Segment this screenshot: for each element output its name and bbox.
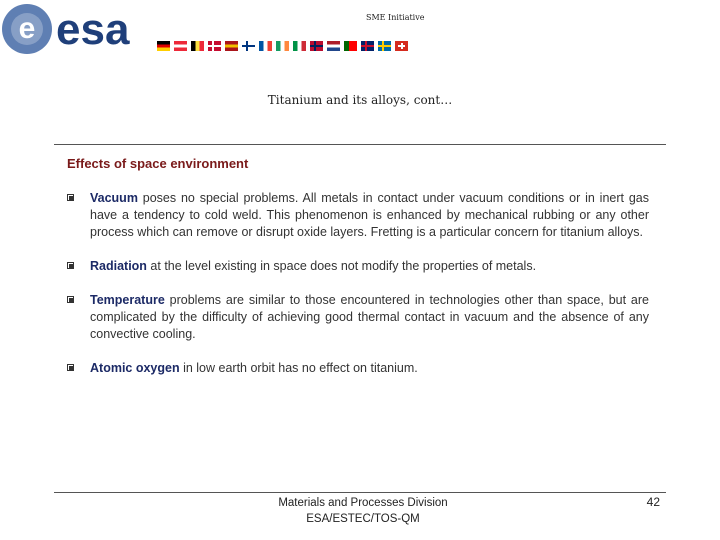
footer <box>0 495 720 527</box>
member-flags <box>157 41 408 51</box>
spain-flag-icon <box>225 41 238 51</box>
logo-text: esa <box>56 5 130 54</box>
svg-text:e: e <box>18 12 36 45</box>
switzerland-flag-icon <box>395 41 408 51</box>
bottom-divider <box>54 492 666 493</box>
bullet-text: in low earth orbit has no effect on titanium. <box>179 361 418 375</box>
bullet-vacuum <box>67 190 649 241</box>
bullet-atomic-oxygen <box>67 360 649 377</box>
ireland-flag-icon <box>276 41 289 51</box>
square-bullet-icon <box>67 262 74 269</box>
bullet-radiation <box>67 258 649 275</box>
sme-initiative-label: SME Initiative <box>366 13 425 22</box>
germany-flag-icon <box>157 41 170 51</box>
belgium-flag-icon <box>191 41 204 51</box>
square-bullet-icon <box>67 194 74 201</box>
esa-logo <box>0 0 160 58</box>
top-divider <box>54 144 666 145</box>
bullet-text: poses no special problems. All metals in contact under vacuum conditions or in inert gas have a tendency to cold weld. This phenomenon is enhanced by mechanical rubbing or any other process which can remove or disrupt oxide layers. Fretting is a particular concern for titanium alloys. <box>90 191 649 239</box>
section-heading: Effects of space environment <box>67 156 249 171</box>
bullet-keyword: Vacuum <box>90 191 138 205</box>
square-bullet-icon <box>67 364 74 371</box>
netherlands-flag-icon <box>327 41 340 51</box>
bullet-text: problems are similar to those encountered in technologies other than space, but are complicated by the difficulty of achieving good thermal contact in vacuum and the absence of any convective cooling. <box>90 293 649 341</box>
bullet-text: at the level existing in space does not modify the properties of metals. <box>146 259 537 273</box>
denmark-flag-icon <box>208 41 221 51</box>
bullet-keyword: Temperature <box>90 293 165 307</box>
norway-flag-icon <box>310 41 323 51</box>
bullet-keyword: Atomic oxygen <box>90 361 180 375</box>
italy-flag-icon <box>293 41 306 51</box>
portugal-flag-icon <box>344 41 357 51</box>
france-flag-icon <box>259 41 272 51</box>
footer-division: Materials and Processes Division <box>278 497 448 509</box>
footer-org: ESA/ESTEC/TOS-QM <box>306 513 420 525</box>
sweden-flag-icon <box>378 41 391 51</box>
bullet-keyword: Radiation <box>90 259 147 273</box>
bullet-temperature <box>67 292 649 343</box>
page-number: 42 <box>646 495 660 509</box>
austria-flag-icon <box>174 41 187 51</box>
finland-flag-icon <box>242 41 255 51</box>
bullet-list <box>67 190 649 377</box>
uk-flag-icon <box>361 41 374 51</box>
square-bullet-icon <box>67 296 74 303</box>
slide-title: Titanium and its alloys, cont… <box>267 93 453 107</box>
